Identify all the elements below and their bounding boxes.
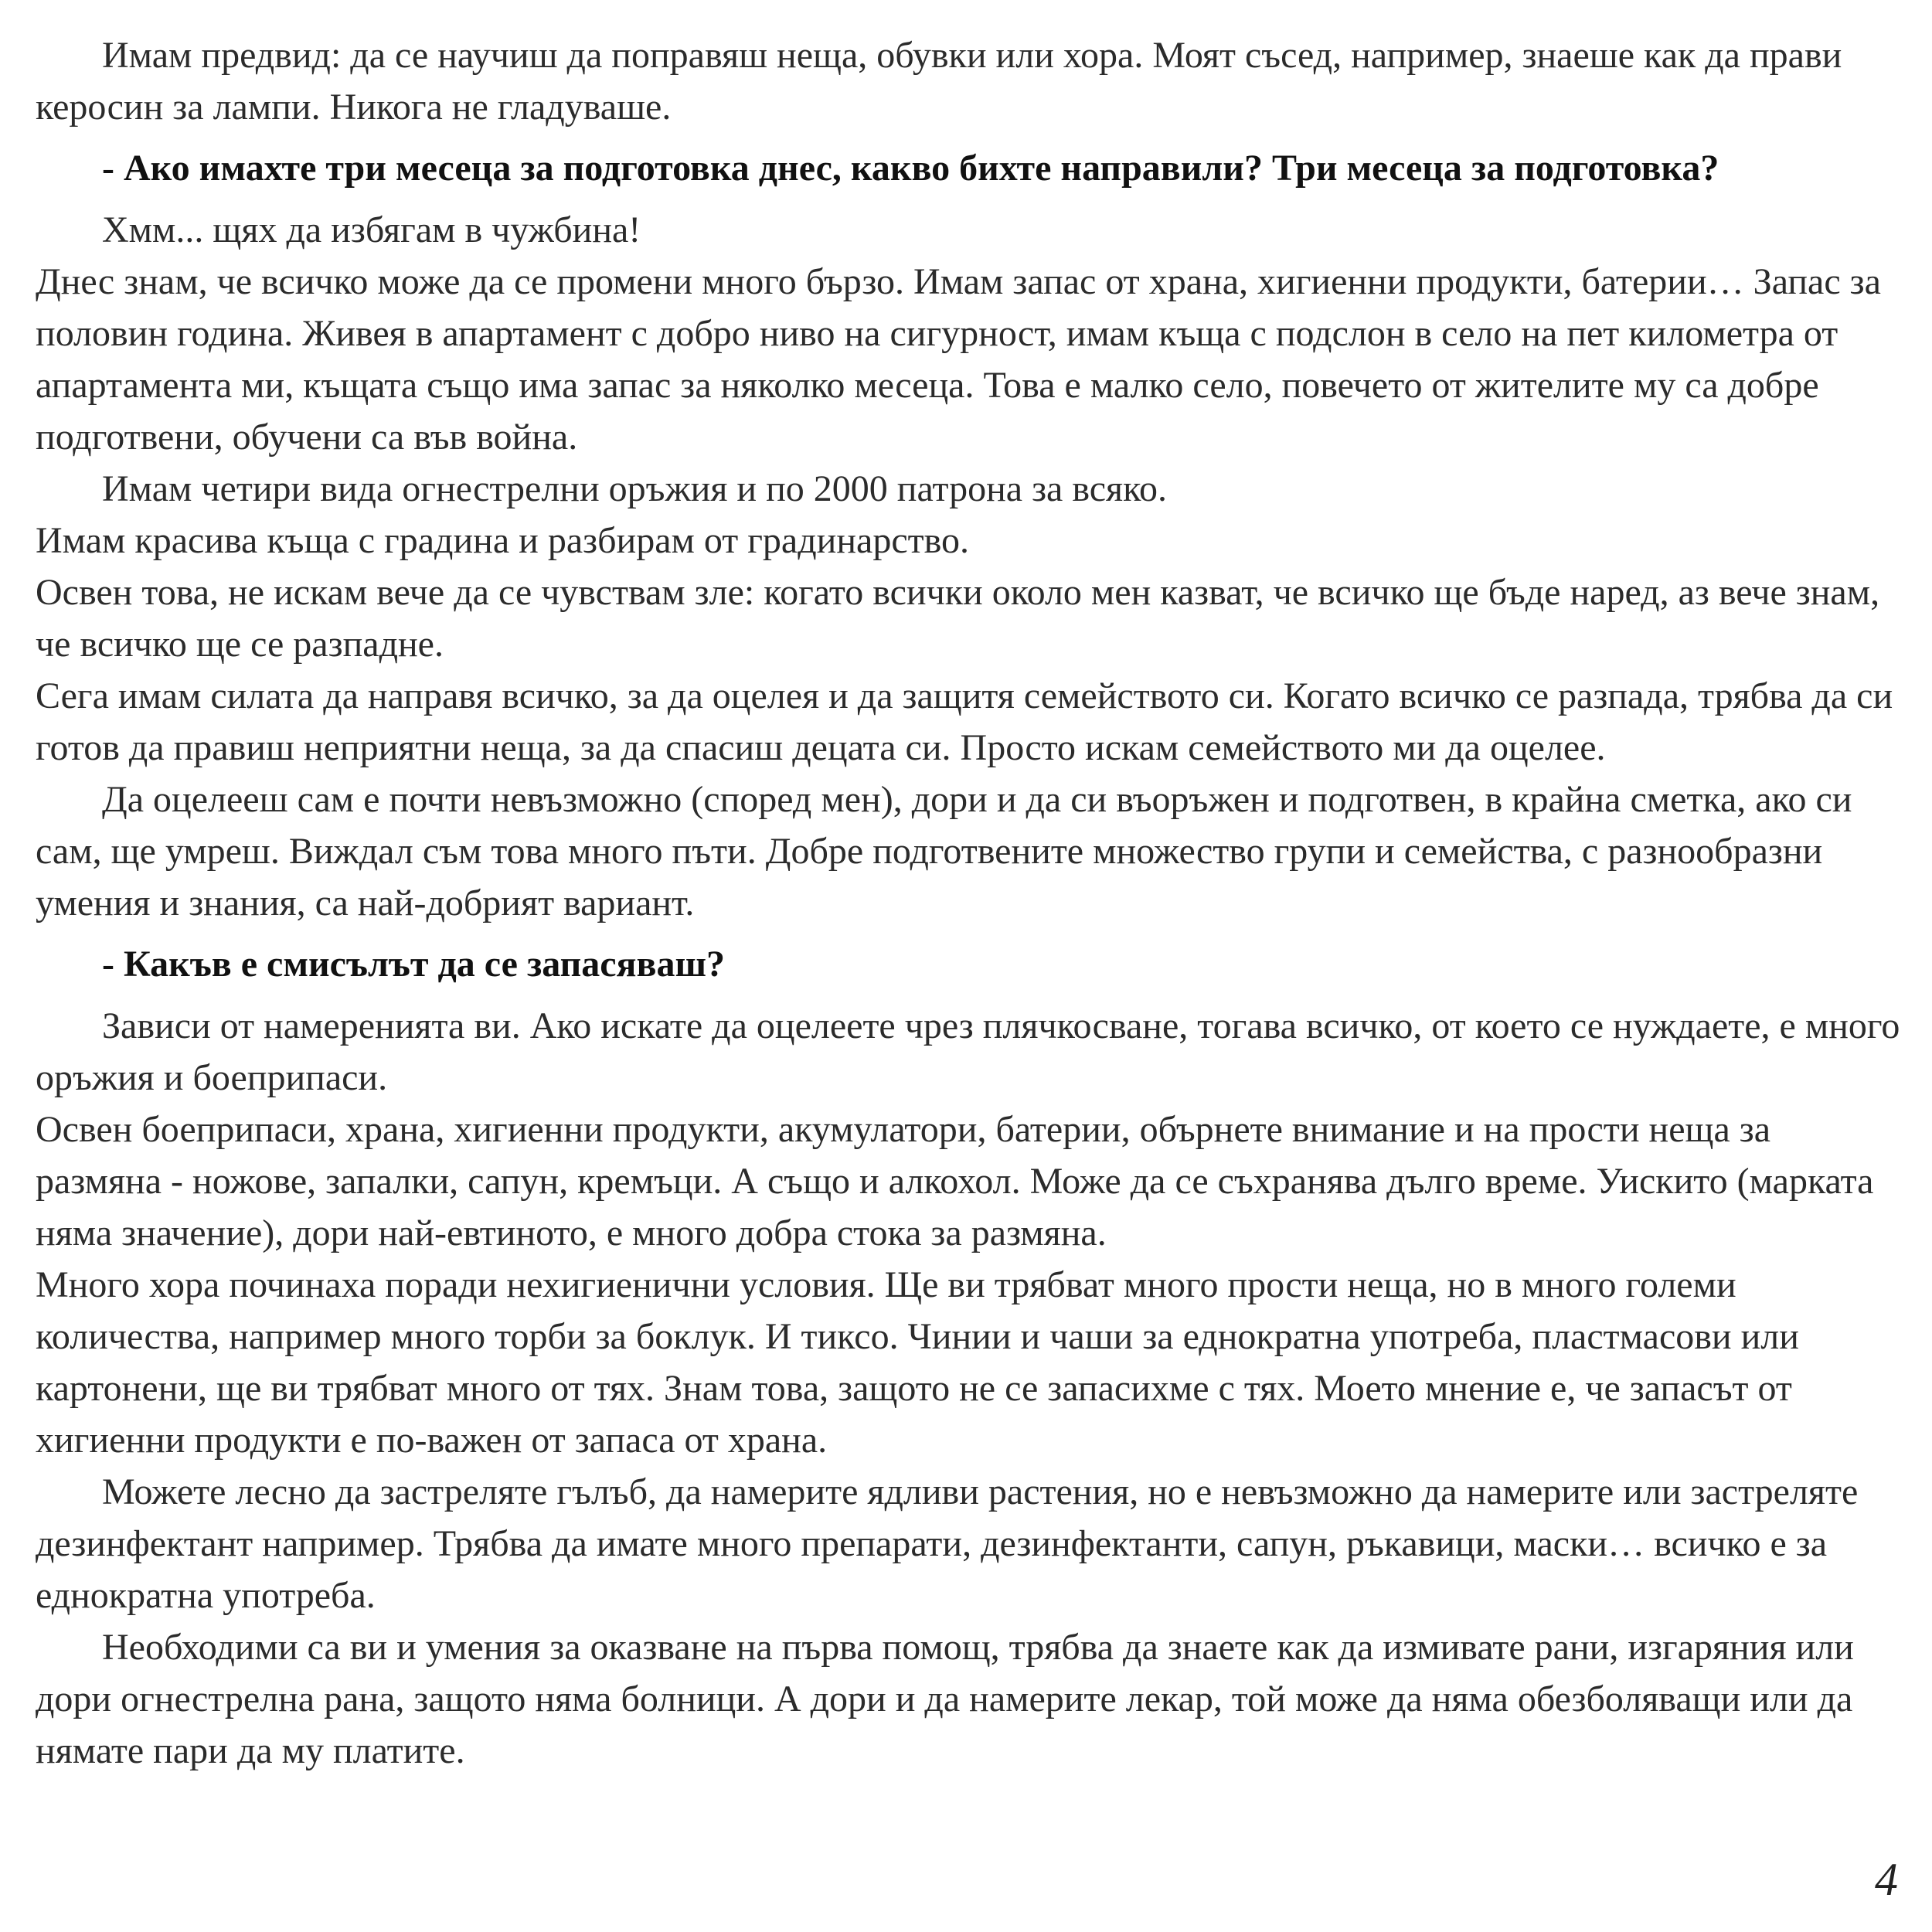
paragraph-1: Имам предвид: да се научиш да поправяш неща, обувки или хора. Моят съсед, например, знаеше как да прави керосин за лампи. Никога не гладуваше. xyxy=(36,35,1842,128)
paragraph-10: Освен боеприпаси, храна, хигиенни продукти, акумулатори, батерии, обърнете внимание и на прости неща за размяна - ножове, запалки, сапун, кремъци. А също и алкохол. Може да се съхранява дълго време. Уискито (марката няма значение), дори най-евтиното, е много добра стока за размяна. xyxy=(36,1109,1874,1253)
page-number: 4 xyxy=(1875,1854,1898,1905)
question-heading-2: - Какъв е смисълът да се запасяваш? xyxy=(102,944,725,985)
paragraph-9: Зависи от намеренията ви. Ако искате да оцелеете чрез плячкосване, тогава всичко, от което се нуждаете, е много оръжия и боеприпаси. xyxy=(36,1005,1900,1098)
question-heading-1: - Ако имахте три месеца за подготовка днес, какво бихте направили? Три месеца за подготовка? xyxy=(102,148,1719,189)
paragraph-2: Хмм... щях да избягам в чужбина! xyxy=(102,209,641,250)
paragraph-7: Сега имам силата да направя всичко, за да оцелея и да защитя семейството си. Когато всичко се разпада, трябва да си готов да правиш неприятни неща, за да спасиш децата си. Просто искам семейството ми да оцелее. xyxy=(36,675,1893,768)
paragraph-3: Днес знам, че всичко може да се промени много бързо. Имам запас от храна, хигиенни продукти, батерии… Запас за половин година. Живея в апартамент с добро ниво на сигурност, имам къща с подслон в село на пет километра от апартамента ми, къщата също има запас за няколко месеца. Това е малко село, повечето от жителите му са добре подготвени, обучени са във война. xyxy=(36,261,1881,457)
paragraph-13: Необходими са ви и умения за оказване на първа помощ, трябва да знаете как да измивате рани, изгаряния или дори огнестрелна рана, защото няма болници. А дори и да намерите лекар, той може да няма обезболяващи или да нямате пари да му платите. xyxy=(36,1627,1854,1771)
paragraph-11: Много хора починаха поради нехигиенични условия. Ще ви трябват много прости неща, но в много големи количества, например много торби за боклук. И тиксо. Чинии и чаши за еднократна употреба, пластмасови или картонени, ще ви трябват много от тях. Знам това, защото не се запасихме с тях. Моето мнение е, че запасът от хигиенни продукти е по-важен от запаса от храна. xyxy=(36,1264,1799,1461)
paragraph-8: Да оцелееш сам е почти невъзможно (според мен), дори и да си въоръжен и подготвен, в крайна сметка, ако си сам, ще умреш. Виждал съм това много пъти. Добре подготвените множество групи и семейства, с разнообразни умения и знания, са най-добрият вариант. xyxy=(36,779,1852,923)
paragraph-4: Имам четири вида огнестрелни оръжия и по 2000 патрона за всяко. xyxy=(102,468,1167,509)
paragraph-5: Имам красива къща с градина и разбирам от градинарство. xyxy=(36,520,969,561)
paragraph-12: Можете лесно да застреляте гълъб, да намерите ядливи растения, но е невъзможно да намерите или застреляте дезинфектант например. Трябва да имате много препарати, дезинфектанти, сапун, ръкавици, маски… всичко е за еднократна употреба. xyxy=(36,1471,1859,1616)
document-page xyxy=(36,29,1906,1777)
paragraph-6: Освен това, не искам вече да се чувствам зле: когато всички около мен казват, че всичко ще бъде наред, аз вече знам, че всичко ще се разпадне. xyxy=(36,572,1880,665)
